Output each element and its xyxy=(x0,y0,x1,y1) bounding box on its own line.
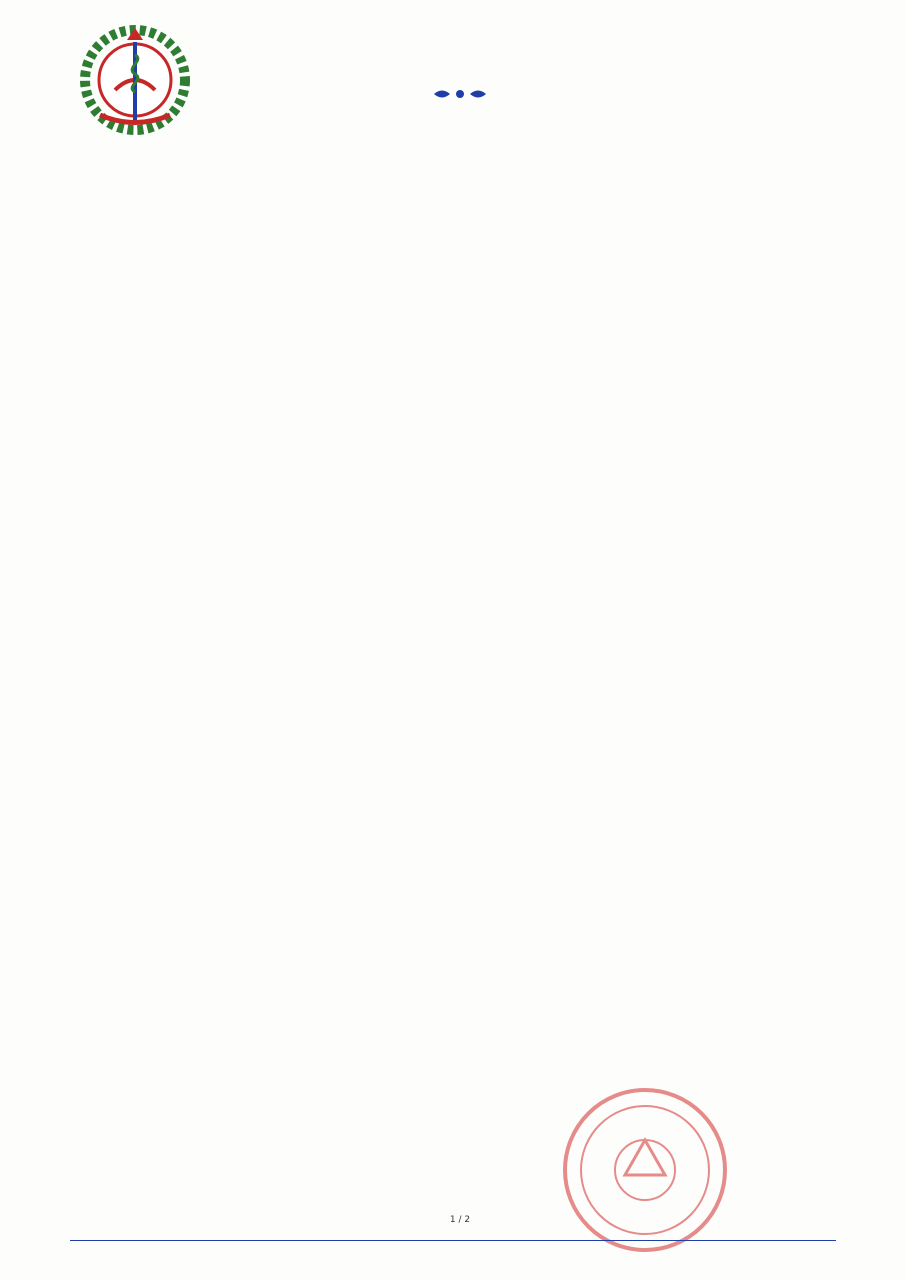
page-number: 1 / 2 xyxy=(449,1215,471,1225)
section-2-line xyxy=(60,834,850,868)
section-2-line xyxy=(60,868,850,902)
kingdom-header xyxy=(300,10,620,82)
kingdom-line-1 xyxy=(300,10,620,46)
section-1-line xyxy=(60,426,850,460)
section-1-line xyxy=(60,392,850,426)
section-2-heading xyxy=(60,596,850,630)
section-2-line xyxy=(60,698,850,732)
section-2-line xyxy=(60,766,850,800)
section-2-line xyxy=(60,936,850,970)
section-3-line xyxy=(60,1004,850,1038)
section-1-line xyxy=(60,460,850,494)
footer-address xyxy=(70,1244,836,1274)
section-2-line xyxy=(60,800,850,834)
section-1-line xyxy=(60,528,850,562)
kingdom-line-2 xyxy=(300,46,620,82)
footer-divider xyxy=(70,1240,836,1241)
section-1-line xyxy=(60,562,850,596)
ornament-divider xyxy=(430,85,490,103)
section-1-line xyxy=(60,494,850,528)
section-2-line xyxy=(60,664,850,698)
intro-line xyxy=(60,324,850,358)
section-2-line xyxy=(60,902,850,936)
document-body xyxy=(60,290,850,1208)
section-3-heading xyxy=(60,970,850,1004)
section-3-line xyxy=(60,1038,850,1072)
document-title xyxy=(120,148,820,292)
title-line-4 xyxy=(120,256,820,292)
title-line-3 xyxy=(120,220,820,256)
official-stamp xyxy=(555,1080,735,1260)
title-line-1 xyxy=(120,148,820,184)
intro-line xyxy=(60,290,850,324)
section-2-line xyxy=(60,630,850,664)
section-2-line xyxy=(60,732,850,766)
title-line-2 xyxy=(120,184,820,220)
section-1-heading xyxy=(60,358,850,392)
ministry-logo xyxy=(75,20,195,140)
